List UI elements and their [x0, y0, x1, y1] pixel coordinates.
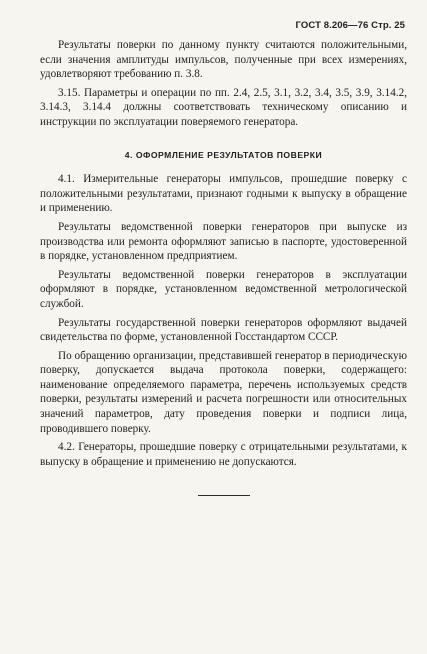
paragraph: По обращению организации, представившей генератор в периодическую поверку, допускается выдача протокола поверки, содержащего: наименование определяемого параметра, перечень используемых средств поверки, результаты измерений и расчета погрешности или относительных значений параметров, дату проведения поверки и подписи лица, проводившего поверку. — [40, 349, 407, 435]
paragraph: Результаты ведомственной поверки генераторов в эксплуатации оформляют в порядке, установленном ведомственной метрологической службой. — [40, 268, 407, 310]
document-body — [40, 38, 407, 496]
paragraph: Результаты государственной поверки генераторов оформляют выдачей свидетельства по форме, установленной Госстандартом СССР. — [40, 316, 407, 344]
divider — [198, 495, 250, 496]
paragraph: Результаты поверки по данному пункту считаются положительными, если значения амплитуды импульсов, полученные при всех измерениях, удовлетворяют требованию п. 3.8. — [40, 39, 407, 81]
paragraph: Результаты ведомственной поверки генераторов при выпуске из производства или ремонта оформляют записью в паспорте, удостоверенной в порядке, установленном предприятием. — [40, 220, 407, 263]
paragraph: 4.2. Генераторы, прошедшие поверку с отрицательными результатами, к выпуску в обращение и применению не допускаются. — [40, 441, 407, 468]
page-header: ГОСТ 8.206—76 Стр. 25 — [295, 20, 405, 31]
section-title: 4. ОФОРМЛЕНИЕ РЕЗУЛЬТАТОВ ПОВЕРКИ — [124, 149, 323, 160]
paragraph: 3.15. Параметры и операции по пп. 2.4, 2.5, 3.1, 3.2, 3.4, 3.5, 3.9, 3.14.2, 3.14.3, 3.14.4 должны соответствовать техническому описанию и инструкции по эксплуатации поверяемого генератора. — [40, 86, 407, 128]
paragraph: 4.1. Измерительные генераторы импульсов, прошедшие поверку с положительными результатами, признают годными к выпуску в обращение и применению. — [40, 173, 407, 215]
